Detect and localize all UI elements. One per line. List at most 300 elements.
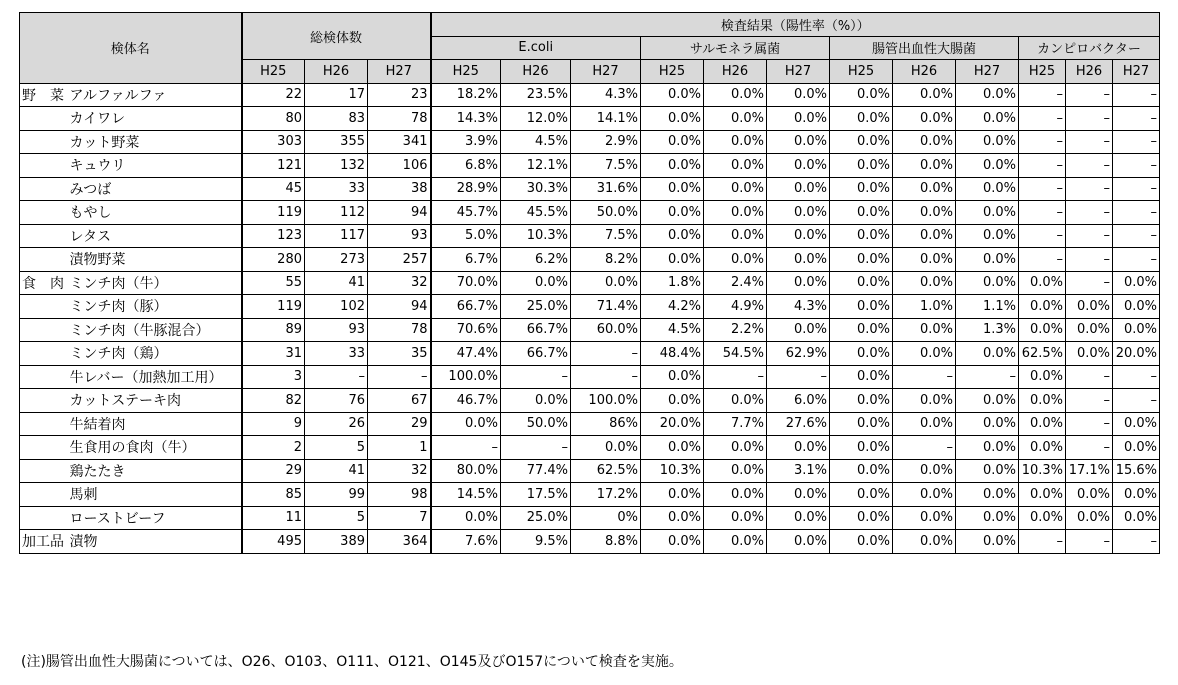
header-year: H26 — [1066, 60, 1113, 84]
value-cell: 86% — [571, 412, 641, 436]
value-cell: 0.0% — [830, 177, 893, 201]
value-cell: 89 — [242, 318, 305, 342]
value-cell: 0.0% — [704, 201, 767, 225]
value-cell: 0.0% — [956, 459, 1019, 483]
value-cell: 106 — [368, 154, 431, 178]
value-cell: 0.0% — [641, 201, 704, 225]
value-cell: – — [704, 365, 767, 389]
category-cell — [20, 318, 70, 342]
value-cell: – — [1066, 412, 1113, 436]
value-cell: 0.0% — [956, 530, 1019, 554]
value-cell: 0.0% — [830, 83, 893, 107]
category-cell — [20, 506, 70, 530]
category-cell — [20, 459, 70, 483]
value-cell: 0.0% — [1019, 412, 1066, 436]
category-cell: 食 肉 — [20, 271, 70, 295]
sample-name-cell: 馬刺 — [70, 483, 242, 507]
value-cell: 41 — [305, 271, 368, 295]
value-cell: 0.0% — [830, 365, 893, 389]
value-cell: 3 — [242, 365, 305, 389]
value-cell: – — [501, 365, 571, 389]
value-cell: – — [1113, 530, 1160, 554]
value-cell: 119 — [242, 201, 305, 225]
value-cell: 20.0% — [641, 412, 704, 436]
value-cell: 0.0% — [1019, 295, 1066, 319]
table-row — [20, 201, 1160, 225]
value-cell: 0.0% — [767, 224, 830, 248]
value-cell: – — [1066, 83, 1113, 107]
value-cell: 0.0% — [1113, 271, 1160, 295]
value-cell: 0.0% — [704, 83, 767, 107]
value-cell: – — [1019, 177, 1066, 201]
value-cell: 102 — [305, 295, 368, 319]
value-cell: 33 — [305, 342, 368, 366]
value-cell: 83 — [305, 107, 368, 131]
value-cell: 0.0% — [571, 271, 641, 295]
value-cell: 0.0% — [956, 201, 1019, 225]
value-cell: 15.6% — [1113, 459, 1160, 483]
sample-name-cell: ミンチ肉（鶏） — [70, 342, 242, 366]
value-cell: 38 — [368, 177, 431, 201]
value-cell: 0.0% — [1113, 506, 1160, 530]
value-cell: 0.0% — [830, 130, 893, 154]
value-cell: 66.7% — [431, 295, 501, 319]
value-cell: 100.0% — [571, 389, 641, 413]
table-row — [20, 295, 1160, 319]
value-cell: 0.0% — [1019, 436, 1066, 460]
value-cell: 9.5% — [501, 530, 571, 554]
value-cell: 0.0% — [956, 107, 1019, 131]
value-cell: 4.9% — [704, 295, 767, 319]
value-cell: 2.4% — [704, 271, 767, 295]
value-cell: 100.0% — [431, 365, 501, 389]
value-cell: 0.0% — [830, 389, 893, 413]
value-cell: 94 — [368, 201, 431, 225]
sample-name-cell: 牛結着肉 — [70, 412, 242, 436]
value-cell: 17.1% — [1066, 459, 1113, 483]
value-cell: 93 — [368, 224, 431, 248]
value-cell: 78 — [368, 107, 431, 131]
value-cell: 76 — [305, 389, 368, 413]
value-cell: 0.0% — [893, 248, 956, 272]
value-cell: 0.0% — [431, 506, 501, 530]
value-cell: – — [501, 436, 571, 460]
header-year: H27 — [571, 60, 641, 84]
value-cell: 0.0% — [956, 224, 1019, 248]
value-cell: 0.0% — [571, 436, 641, 460]
value-cell: 32 — [368, 271, 431, 295]
table-row — [20, 483, 1160, 507]
value-cell: 98 — [368, 483, 431, 507]
category-cell: 加工品 — [20, 530, 70, 554]
value-cell: 0.0% — [704, 130, 767, 154]
table-row — [20, 130, 1160, 154]
value-cell: 0.0% — [893, 483, 956, 507]
value-cell: 62.5% — [1019, 342, 1066, 366]
value-cell: 0.0% — [704, 107, 767, 131]
value-cell: 25.0% — [501, 295, 571, 319]
category-cell — [20, 201, 70, 225]
value-cell: 0.0% — [956, 506, 1019, 530]
value-cell: 0.0% — [830, 295, 893, 319]
sample-name-cell: ミンチ肉（豚） — [70, 295, 242, 319]
value-cell: 0.0% — [956, 483, 1019, 507]
sample-name-cell: キュウリ — [70, 154, 242, 178]
value-cell: 0.0% — [641, 83, 704, 107]
value-cell: 1.8% — [641, 271, 704, 295]
value-cell: 0.0% — [1066, 318, 1113, 342]
header-year: H27 — [368, 60, 431, 84]
value-cell: 0.0% — [704, 436, 767, 460]
value-cell: 66.7% — [501, 318, 571, 342]
value-cell: 31.6% — [571, 177, 641, 201]
value-cell: 0.0% — [893, 130, 956, 154]
value-cell: 3.1% — [767, 459, 830, 483]
sample-name-cell: アルファルファ — [70, 83, 242, 107]
value-cell: 0.0% — [704, 389, 767, 413]
value-cell: 31 — [242, 342, 305, 366]
value-cell: 0.0% — [830, 201, 893, 225]
category-cell — [20, 248, 70, 272]
value-cell: – — [1019, 530, 1066, 554]
value-cell: – — [1019, 154, 1066, 178]
value-cell: 0.0% — [893, 224, 956, 248]
value-cell: 0.0% — [767, 436, 830, 460]
category-cell — [20, 365, 70, 389]
value-cell: 0.0% — [641, 506, 704, 530]
table-row — [20, 271, 1160, 295]
value-cell: 0.0% — [956, 271, 1019, 295]
header-sample-name: 検体名 — [20, 13, 242, 84]
value-cell: 0.0% — [1019, 271, 1066, 295]
value-cell: 4.5% — [501, 130, 571, 154]
value-cell: – — [1019, 130, 1066, 154]
value-cell: 0.0% — [767, 83, 830, 107]
value-cell: 0.0% — [1113, 412, 1160, 436]
value-cell: 30.3% — [501, 177, 571, 201]
value-cell: 0.0% — [1066, 295, 1113, 319]
header-year: H25 — [431, 60, 501, 84]
value-cell: 0.0% — [767, 201, 830, 225]
value-cell: 10.3% — [1019, 459, 1066, 483]
value-cell: 1.1% — [956, 295, 1019, 319]
sample-name-cell: みつば — [70, 177, 242, 201]
value-cell: – — [1066, 130, 1113, 154]
value-cell: – — [1019, 201, 1066, 225]
value-cell: 0.0% — [641, 224, 704, 248]
value-cell: – — [956, 365, 1019, 389]
value-cell: 119 — [242, 295, 305, 319]
value-cell: 14.3% — [431, 107, 501, 131]
value-cell: 12.1% — [501, 154, 571, 178]
category-cell — [20, 483, 70, 507]
value-cell: 55 — [242, 271, 305, 295]
value-cell: 0.0% — [956, 83, 1019, 107]
value-cell: 82 — [242, 389, 305, 413]
value-cell: 9 — [242, 412, 305, 436]
sample-name-cell: カットステーキ肉 — [70, 389, 242, 413]
value-cell: 0.0% — [641, 365, 704, 389]
value-cell: 5.0% — [431, 224, 501, 248]
value-cell: 48.4% — [641, 342, 704, 366]
value-cell: 0.0% — [641, 107, 704, 131]
header-year: H26 — [893, 60, 956, 84]
value-cell: – — [1066, 271, 1113, 295]
value-cell: 6.2% — [501, 248, 571, 272]
sample-name-cell: ミンチ肉（牛） — [70, 271, 242, 295]
value-cell: 17.2% — [571, 483, 641, 507]
value-cell: 495 — [242, 530, 305, 554]
value-cell: – — [368, 365, 431, 389]
value-cell: 0.0% — [956, 436, 1019, 460]
table-row — [20, 365, 1160, 389]
table-row — [20, 83, 1160, 107]
value-cell: 0.0% — [893, 459, 956, 483]
value-cell: 0.0% — [830, 248, 893, 272]
value-cell: 117 — [305, 224, 368, 248]
value-cell: 45.5% — [501, 201, 571, 225]
category-cell: 野 菜 — [20, 83, 70, 107]
value-cell: – — [767, 365, 830, 389]
category-cell — [20, 342, 70, 366]
value-cell: 5 — [305, 436, 368, 460]
value-cell: 121 — [242, 154, 305, 178]
value-cell: 0.0% — [641, 130, 704, 154]
value-cell: 123 — [242, 224, 305, 248]
value-cell: 93 — [305, 318, 368, 342]
sample-name-cell: 牛レバー（加熱加工用） — [70, 365, 242, 389]
value-cell: – — [1066, 154, 1113, 178]
value-cell: 14.1% — [571, 107, 641, 131]
header-results: 検査結果（陽性率（%）） — [431, 13, 1160, 37]
table-row — [20, 412, 1160, 436]
table-row — [20, 224, 1160, 248]
value-cell: 0.0% — [893, 177, 956, 201]
value-cell: 4.2% — [641, 295, 704, 319]
table-row — [20, 459, 1160, 483]
value-cell: 0.0% — [704, 154, 767, 178]
value-cell: 0.0% — [1066, 506, 1113, 530]
sample-name-cell: 漬物野菜 — [70, 248, 242, 272]
value-cell: 94 — [368, 295, 431, 319]
value-cell: 0.0% — [893, 271, 956, 295]
value-cell: 132 — [305, 154, 368, 178]
value-cell: 70.6% — [431, 318, 501, 342]
header-pathogen: カンピロバクター — [1019, 36, 1160, 60]
value-cell: 10.3% — [501, 224, 571, 248]
value-cell: 2.9% — [571, 130, 641, 154]
value-cell: 0.0% — [641, 530, 704, 554]
value-cell: 0.0% — [830, 412, 893, 436]
sample-name-cell: カイワレ — [70, 107, 242, 131]
value-cell: 0.0% — [830, 506, 893, 530]
value-cell: 4.3% — [767, 295, 830, 319]
table-row — [20, 107, 1160, 131]
value-cell: 46.7% — [431, 389, 501, 413]
category-cell — [20, 389, 70, 413]
value-cell: 0.0% — [956, 177, 1019, 201]
value-cell: 0.0% — [830, 271, 893, 295]
value-cell: 0.0% — [1019, 365, 1066, 389]
value-cell: 0.0% — [641, 436, 704, 460]
value-cell: – — [1066, 107, 1113, 131]
sample-name-cell: ミンチ肉（牛豚混合） — [70, 318, 242, 342]
value-cell: 364 — [368, 530, 431, 554]
value-cell: 7.5% — [571, 154, 641, 178]
value-cell: – — [893, 436, 956, 460]
value-cell: – — [1113, 177, 1160, 201]
value-cell: 0.0% — [893, 107, 956, 131]
table-row — [20, 342, 1160, 366]
value-cell: 4.3% — [571, 83, 641, 107]
value-cell: 0.0% — [767, 107, 830, 131]
value-cell: 341 — [368, 130, 431, 154]
header-year: H27 — [767, 60, 830, 84]
value-cell: 29 — [368, 412, 431, 436]
value-cell: 0.0% — [767, 506, 830, 530]
table-row — [20, 389, 1160, 413]
value-cell: – — [1066, 389, 1113, 413]
value-cell: 70.0% — [431, 271, 501, 295]
value-cell: 54.5% — [704, 342, 767, 366]
header-year: H25 — [830, 60, 893, 84]
value-cell: 33 — [305, 177, 368, 201]
value-cell: 23 — [368, 83, 431, 107]
value-cell: 0.0% — [767, 248, 830, 272]
category-cell — [20, 130, 70, 154]
value-cell: 14.5% — [431, 483, 501, 507]
value-cell: 8.2% — [571, 248, 641, 272]
header-year: H27 — [1113, 60, 1160, 84]
value-cell: 0.0% — [956, 389, 1019, 413]
value-cell: 17.5% — [501, 483, 571, 507]
value-cell: – — [431, 436, 501, 460]
value-cell: – — [571, 365, 641, 389]
header-year: H25 — [641, 60, 704, 84]
value-cell: 8.8% — [571, 530, 641, 554]
sample-name-cell: カット野菜 — [70, 130, 242, 154]
results-table — [19, 12, 1160, 554]
value-cell: 6.0% — [767, 389, 830, 413]
sample-name-cell: ローストビーフ — [70, 506, 242, 530]
value-cell: 7.7% — [704, 412, 767, 436]
value-cell: 0.0% — [1113, 436, 1160, 460]
value-cell: 0.0% — [893, 201, 956, 225]
value-cell: 25.0% — [501, 506, 571, 530]
value-cell: – — [1066, 530, 1113, 554]
header-pathogen: サルモネラ属菌 — [641, 36, 830, 60]
value-cell: 62.9% — [767, 342, 830, 366]
value-cell: 78 — [368, 318, 431, 342]
header-year: H25 — [242, 60, 305, 84]
header-year: H26 — [501, 60, 571, 84]
table-row — [20, 530, 1160, 554]
category-cell — [20, 154, 70, 178]
value-cell: 0.0% — [767, 177, 830, 201]
value-cell: 4.5% — [641, 318, 704, 342]
value-cell: 0.0% — [431, 412, 501, 436]
value-cell: 85 — [242, 483, 305, 507]
value-cell: 0.0% — [641, 177, 704, 201]
value-cell: 7.6% — [431, 530, 501, 554]
value-cell: 3.9% — [431, 130, 501, 154]
value-cell: – — [1066, 201, 1113, 225]
value-cell: 6.8% — [431, 154, 501, 178]
header-year: H27 — [956, 60, 1019, 84]
value-cell: 60.0% — [571, 318, 641, 342]
value-cell: 0.0% — [893, 83, 956, 107]
value-cell: – — [1019, 248, 1066, 272]
value-cell: 1 — [368, 436, 431, 460]
table-row — [20, 177, 1160, 201]
value-cell: 0.0% — [830, 318, 893, 342]
value-cell: 20.0% — [1113, 342, 1160, 366]
value-cell: – — [1066, 224, 1113, 248]
value-cell: 0.0% — [641, 154, 704, 178]
value-cell: – — [1066, 248, 1113, 272]
value-cell: 0.0% — [830, 436, 893, 460]
value-cell: 0.0% — [1066, 342, 1113, 366]
value-cell: 0% — [571, 506, 641, 530]
value-cell: 11 — [242, 506, 305, 530]
value-cell: – — [1066, 365, 1113, 389]
value-cell: 0.0% — [893, 506, 956, 530]
value-cell: 45.7% — [431, 201, 501, 225]
value-cell: 7 — [368, 506, 431, 530]
value-cell: 0.0% — [641, 483, 704, 507]
value-cell: 7.5% — [571, 224, 641, 248]
value-cell: – — [1113, 83, 1160, 107]
value-cell: 0.0% — [704, 248, 767, 272]
value-cell: 23.5% — [501, 83, 571, 107]
value-cell: 112 — [305, 201, 368, 225]
value-cell: 0.0% — [1019, 483, 1066, 507]
value-cell: 0.0% — [641, 389, 704, 413]
value-cell: 45 — [242, 177, 305, 201]
value-cell: 0.0% — [1019, 318, 1066, 342]
value-cell: – — [1066, 177, 1113, 201]
value-cell: 0.0% — [956, 342, 1019, 366]
category-cell — [20, 224, 70, 248]
value-cell: 0.0% — [704, 483, 767, 507]
value-cell: 0.0% — [641, 248, 704, 272]
value-cell: 2.2% — [704, 318, 767, 342]
value-cell: 0.0% — [767, 271, 830, 295]
category-cell — [20, 436, 70, 460]
value-cell: 0.0% — [767, 318, 830, 342]
value-cell: 389 — [305, 530, 368, 554]
table-row — [20, 506, 1160, 530]
header-year: H25 — [1019, 60, 1066, 84]
value-cell: 50.0% — [571, 201, 641, 225]
value-cell: 0.0% — [1113, 318, 1160, 342]
value-cell: 0.0% — [704, 530, 767, 554]
table-row — [20, 318, 1160, 342]
value-cell: 28.9% — [431, 177, 501, 201]
value-cell: – — [1019, 107, 1066, 131]
value-cell: 71.4% — [571, 295, 641, 319]
sample-name-cell: レタス — [70, 224, 242, 248]
value-cell: – — [1113, 365, 1160, 389]
value-cell: 35 — [368, 342, 431, 366]
value-cell: 355 — [305, 130, 368, 154]
category-cell — [20, 107, 70, 131]
value-cell: 67 — [368, 389, 431, 413]
value-cell: 0.0% — [830, 342, 893, 366]
value-cell: 0.0% — [893, 412, 956, 436]
value-cell: 12.0% — [501, 107, 571, 131]
value-cell: – — [1113, 224, 1160, 248]
